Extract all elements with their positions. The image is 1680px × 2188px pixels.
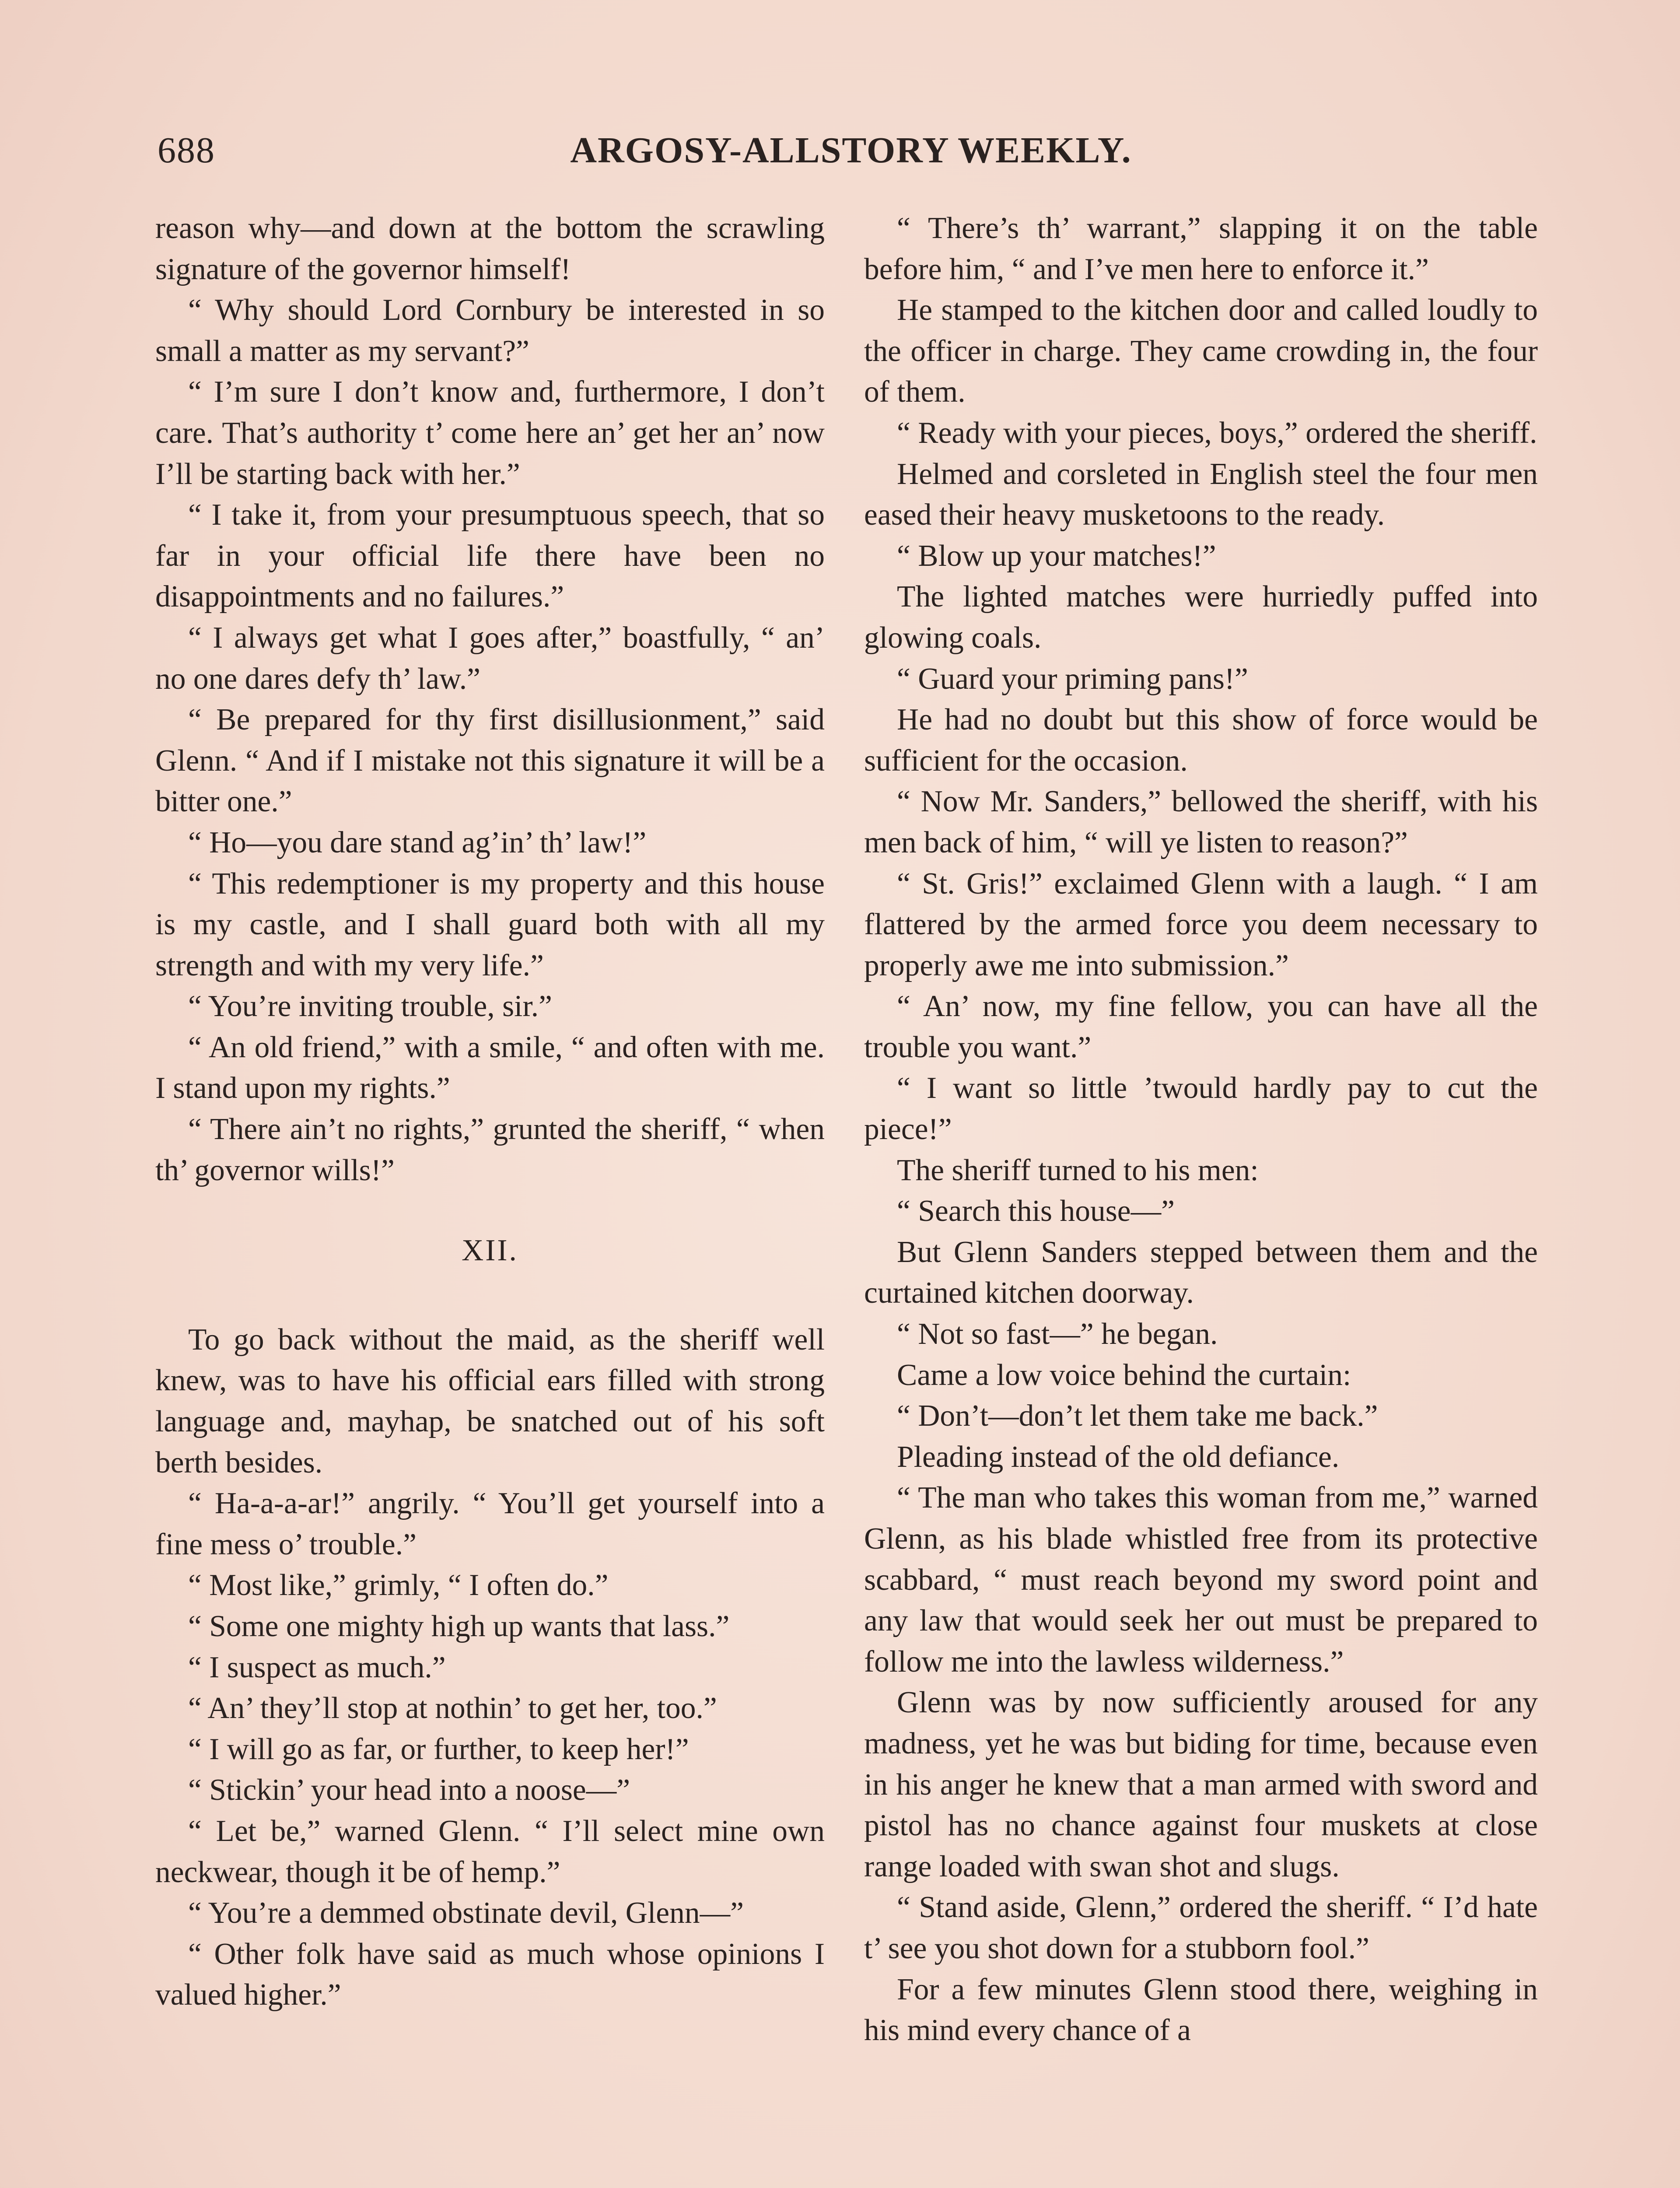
paragraph: “ Guard your priming pans!” (897, 662, 1248, 696)
paragraph: “ Stand aside, Glenn,” ordered the sheriff. “ I’d hate t’ see you shot down for a stubborn fool.” (864, 1890, 1538, 1965)
paragraph: “ There ain’t no rights,” grunted the sheriff, “ when th’ governor wills!” (155, 1112, 825, 1187)
paragraph: “ Blow up your matches!” (897, 539, 1216, 573)
paragraph: “ Other folk have said as much whose opinions I valued higher.” (155, 1937, 825, 2012)
paragraph: “ Ha-a-a-ar!” angrily. “ You’ll get yourself into a fine mess o’ trouble.” (155, 1487, 825, 1561)
left-text-column (155, 208, 825, 2016)
paragraph: Came a low voice behind the curtain: (897, 1358, 1351, 1392)
paragraph: “ Be prepared for thy first disillusionment,” said Glenn. “ And if I mistake not this signature it will be a bitter one.” (155, 703, 825, 819)
paragraph: reason why—and down at the bottom the scrawling signature of the governor himself! (155, 211, 825, 286)
paragraph: “ Let be,” warned Glenn. “ I’ll select mine own neckwear, though it be of hemp.” (155, 1814, 825, 1889)
paragraph: He had no doubt but this show of force would be sufficient for the occasion. (864, 703, 1538, 778)
paragraph: “ I suspect as much.” (188, 1650, 446, 1684)
paragraph: “ Some one mighty high up wants that lass.” (188, 1609, 730, 1643)
paragraph: The lighted matches were hurriedly puffed into glowing coals. (864, 580, 1538, 655)
paragraph: But Glenn Sanders stepped between them and the curtained kitchen doorway. (864, 1235, 1538, 1310)
paragraph: “ Don’t—don’t let them take me back.” (897, 1399, 1378, 1433)
running-title: ARGOSY-ALLSTORY WEEKLY. (570, 130, 1132, 171)
paragraph: “ I’m sure I don’t know and, furthermore, I don’t care. That’s authority t’ come here an’ get her an’ now I’ll be starting back with her.” (155, 375, 825, 491)
paragraph: Helmed and corsleted in English steel the four men eased their heavy musketoons to the ready. (864, 457, 1538, 532)
paragraph: “ An’ they’ll stop at nothin’ to get her, too.” (188, 1691, 717, 1725)
paragraph: To go back without the maid, as the sheriff well knew, was to have his official ears filled with strong language and, mayhap, be snatched out of his soft berth besides. (155, 1322, 825, 1480)
paragraph: “ Not so fast—” he began. (897, 1317, 1218, 1351)
paragraph: “ I will go as far, or further, to keep her!” (188, 1732, 689, 1766)
paragraph: “ Most like,” grimly, “ I often do.” (188, 1568, 609, 1602)
paragraph: “ There’s th’ warrant,” slapping it on the table before him, “ and I’ve men here to enforce it.” (864, 211, 1538, 286)
paragraph: “ An old friend,” with a smile, “ and often with me. I stand upon my rights.” (155, 1030, 825, 1105)
paragraph: Glenn was by now sufficiently aroused for any madness, yet he was but biding for time, because even in his anger he knew that a man armed with sword and pistol has no chance against four muskets at close range loaded with swan shot and slugs. (864, 1686, 1538, 1883)
paragraph: “ An’ now, my fine fellow, you can have all the trouble you want.” (864, 989, 1538, 1064)
paragraph: “ St. Gris!” exclaimed Glenn with a laugh. “ I am flattered by the armed force you deem necessary to properly awe me into submission.” (864, 866, 1538, 982)
paragraph: “ Ho—you dare stand ag’in’ th’ law!” (188, 825, 647, 859)
paragraph: He stamped to the kitchen door and called loudly to the officer in charge. They came crowding in, the four of them. (864, 293, 1538, 409)
section-heading: XII. (462, 1234, 518, 1268)
paragraph: “ This redemptioner is my property and this house is my castle, and I shall guard both with all my strength and with my very life.” (155, 866, 825, 982)
paragraph: “ The man who takes this woman from me,” warned Glenn, as his blade whistled free from its protective scabbard, “ must reach beyond my sword point and any law that would seek her out must be prepared to follow me into the lawless wilderness.” (864, 1481, 1538, 1679)
paragraph: “ Search this house—” (897, 1194, 1175, 1228)
page-header (158, 129, 1544, 177)
paragraph: Pleading instead of the old defiance. (897, 1440, 1340, 1474)
page-number: 688 (158, 130, 215, 171)
paragraph: “ Why should Lord Cornbury be interested in so small a matter as my servant?” (155, 293, 825, 368)
paragraph: “ I always get what I goes after,” boastfully, “ an’ no one dares defy th’ law.” (155, 621, 825, 696)
paragraph: For a few minutes Glenn stood there, weighing in his mind every chance of a (864, 1972, 1538, 2048)
paragraph: “ You’re a demmed obstinate devil, Glenn—” (188, 1896, 744, 1930)
paragraph: “ Now Mr. Sanders,” bellowed the sheriff, with his men back of him, “ will ye listen to reason?” (864, 785, 1538, 859)
right-text-column (864, 208, 1538, 2051)
paragraph: The sheriff turned to his men: (897, 1153, 1259, 1187)
paragraph: “ I want so little ’twould hardly pay to cut the piece!” (864, 1071, 1538, 1147)
paragraph: “ I take it, from your presumptuous speech, that so far in your official life there have been no disappointments and no failures.” (155, 498, 825, 614)
paragraph: “ Stickin’ your head into a noose—” (188, 1773, 630, 1807)
paragraph: “ Ready with your pieces, boys,” ordered the sheriff. (897, 416, 1537, 450)
paragraph: “ You’re inviting trouble, sir.” (188, 989, 552, 1024)
